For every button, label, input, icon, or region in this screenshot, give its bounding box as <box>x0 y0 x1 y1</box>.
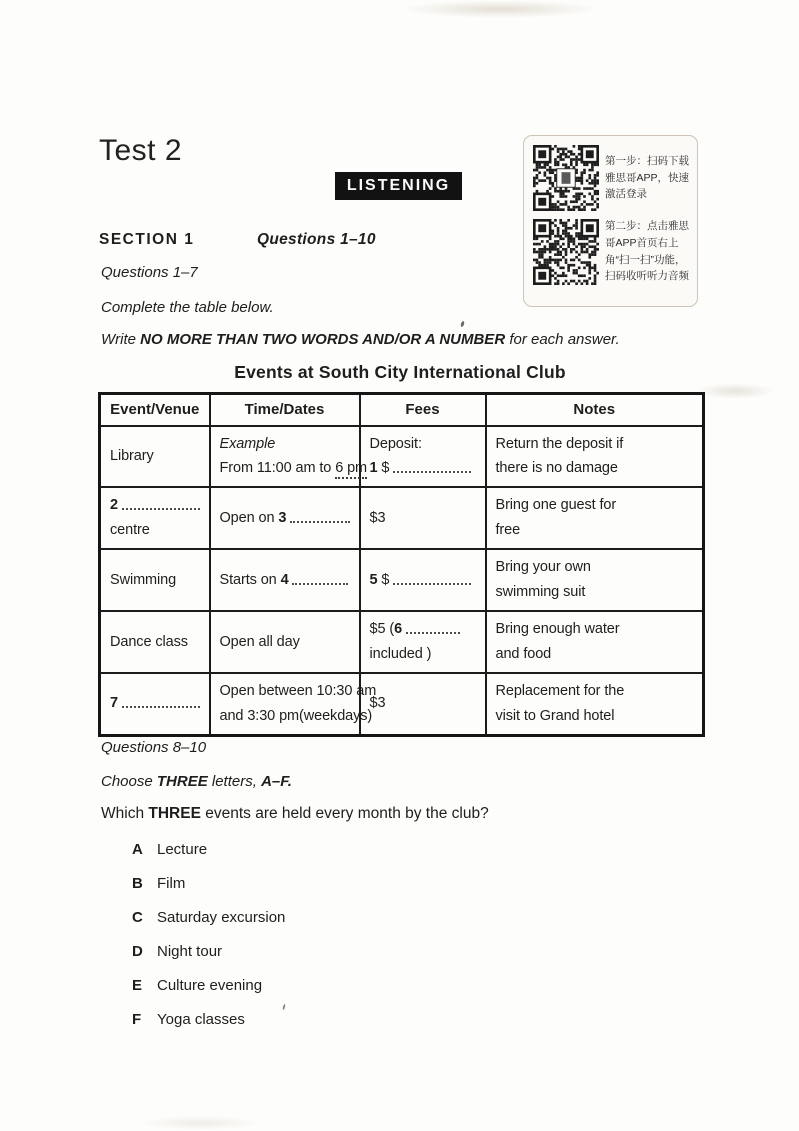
option-a[interactable] <box>132 841 285 875</box>
text-segment: Dance class <box>110 633 188 650</box>
text-segment: and food <box>495 646 552 663</box>
text-segment: THREE <box>148 805 201 822</box>
qr-code-step2-icon <box>533 219 599 285</box>
option-label: Film <box>157 875 186 892</box>
cell-fees <box>360 673 486 735</box>
table-row <box>100 426 704 488</box>
question-8-10-text <box>101 805 489 823</box>
text-segment: 1 <box>369 460 378 477</box>
questions-1-7-heading: Questions 1–7 <box>101 264 198 281</box>
option-letter: F <box>132 1011 142 1028</box>
text-segment: visit to Grand hotel <box>495 707 615 724</box>
scan-smudge <box>695 383 775 399</box>
answer-blank[interactable] <box>292 574 348 585</box>
answer-blank[interactable] <box>122 499 200 510</box>
text-segment: Choose <box>101 773 157 790</box>
option-label: Yoga classes <box>157 1011 245 1028</box>
cell-event-venue <box>100 487 210 549</box>
text-segment: Write <box>101 331 141 348</box>
option-c[interactable] <box>132 909 285 943</box>
cell-fees <box>360 549 486 611</box>
option-letter: B <box>132 875 143 892</box>
events-table <box>98 392 705 737</box>
text-segment: Deposit: <box>369 435 422 452</box>
listening-banner <box>335 172 462 200</box>
cell-time-dates <box>210 487 360 549</box>
table-row <box>100 611 704 673</box>
cell-notes <box>486 487 704 549</box>
text-segment: Swimming <box>110 571 177 588</box>
scan-speck <box>460 321 465 328</box>
text-segment: and 3:30 pm(weekdays) <box>219 707 373 724</box>
cell-event-venue <box>100 549 210 611</box>
cell-fees <box>360 611 486 673</box>
cell-event-venue <box>100 673 210 735</box>
text-segment: $5 ( <box>369 621 395 638</box>
text-segment: 6 <box>394 621 403 638</box>
answer-blank[interactable] <box>290 512 350 523</box>
cell-notes <box>486 611 704 673</box>
section-questions-range: Questions 1–10 <box>257 231 376 248</box>
cell-event-venue <box>100 611 210 673</box>
text-segment: From 11:00 am to <box>219 460 336 477</box>
option-label: Saturday excursion <box>157 909 286 926</box>
text-segment: 6 pm <box>335 460 367 479</box>
option-f[interactable] <box>132 1011 285 1045</box>
text-segment: Example <box>219 435 276 452</box>
table-row <box>100 487 704 549</box>
questions-8-10-heading: Questions 8–10 <box>101 739 207 756</box>
text-segment: THREE <box>156 773 208 790</box>
text-segment: Bring enough water <box>495 621 620 638</box>
qr-code-step1-icon <box>533 145 599 211</box>
listening-banner-label: LISTENING <box>346 177 451 194</box>
table-title: Events at South City International Club <box>234 362 566 382</box>
text-segment: A–F. <box>261 773 292 790</box>
text-segment: 2 <box>110 497 118 514</box>
section-label: SECTION 1 <box>99 231 195 248</box>
column-header: Fees <box>360 394 486 426</box>
cell-event-venue <box>100 426 210 488</box>
text-segment: free <box>495 522 521 539</box>
text-segment: Open on <box>219 509 279 526</box>
text-segment: 7 <box>110 695 118 712</box>
text-segment: $3 <box>369 509 386 526</box>
text-segment: letters, <box>207 773 262 790</box>
text-segment: Return the deposit if <box>495 435 624 452</box>
options-list <box>132 841 285 1045</box>
cell-time-dates <box>210 611 360 673</box>
text-segment: centre <box>110 522 150 539</box>
text-segment: 5 <box>369 571 378 588</box>
section-heading <box>99 231 376 249</box>
scan-smudge <box>400 0 600 18</box>
option-label: Lecture <box>157 841 208 858</box>
cell-notes <box>486 549 704 611</box>
cell-time-dates <box>210 673 377 735</box>
text-segment: for each answer. <box>505 331 620 348</box>
qr-step1-text: 第一步：扫码下载雅思哥APP，快速激活登录 <box>605 154 690 201</box>
option-letter: A <box>132 841 143 858</box>
cell-notes <box>486 426 704 488</box>
column-header: Notes <box>486 394 704 426</box>
text-segment: Bring your own <box>495 559 591 576</box>
text-segment: Open between 10:30 am <box>219 683 377 699</box>
text-segment: Replacement for the <box>495 683 625 699</box>
option-b[interactable] <box>132 875 285 909</box>
text-segment: Bring one guest for <box>495 497 617 514</box>
text-segment: 3 <box>278 509 287 526</box>
option-label: Culture evening <box>157 977 263 994</box>
text-segment: $ <box>377 571 394 588</box>
option-label: Night tour <box>157 943 223 960</box>
answer-blank[interactable] <box>393 462 471 473</box>
text-segment: NO MORE THAN TWO WORDS AND/OR A NUMBER <box>140 331 506 348</box>
text-segment: swimming suit <box>495 584 586 601</box>
qr-step2-text: 第二步：点击雅思哥APP首页右上角“扫一扫”功能，扫码收听听力音频 <box>605 220 689 283</box>
text-segment: included ) <box>369 646 432 663</box>
column-header: Event/Venue <box>100 394 210 426</box>
text-segment: $ <box>377 460 394 477</box>
table-row <box>100 549 704 611</box>
qr-step2-row <box>533 218 691 285</box>
option-letter: D <box>132 943 143 960</box>
text-segment: Library <box>110 447 154 464</box>
cell-fees <box>360 487 486 549</box>
text-segment: 4 <box>280 571 289 588</box>
choose-instruction <box>101 773 292 790</box>
text-segment: $3 <box>369 695 386 712</box>
text-segment: events are held every month by the club? <box>200 805 489 822</box>
option-letter: E <box>132 977 143 994</box>
column-header: Time/Dates <box>210 394 360 426</box>
text-segment: there is no damage <box>495 460 618 477</box>
qr-panel <box>523 135 698 307</box>
test-title: Test 2 <box>99 134 183 167</box>
scan-smudge <box>140 1116 260 1130</box>
table-row <box>100 673 704 735</box>
option-d[interactable] <box>132 943 285 977</box>
cell-fees <box>360 426 486 488</box>
option-e[interactable] <box>132 977 285 1011</box>
complete-table-instruction: Complete the table below. <box>101 299 274 316</box>
answer-blank[interactable] <box>406 623 460 634</box>
text-segment: Open all day <box>219 633 300 650</box>
text-segment: Starts on <box>219 571 281 588</box>
cell-notes <box>486 673 704 735</box>
header-row <box>100 394 704 426</box>
text-segment: Which <box>101 805 149 822</box>
qr-step1-row <box>533 145 691 211</box>
answer-blank[interactable] <box>393 574 471 585</box>
answer-blank[interactable] <box>122 697 200 708</box>
write-instruction <box>101 331 620 348</box>
cell-time-dates <box>210 549 360 611</box>
cell-time-dates <box>210 426 368 488</box>
option-letter: C <box>132 909 143 926</box>
